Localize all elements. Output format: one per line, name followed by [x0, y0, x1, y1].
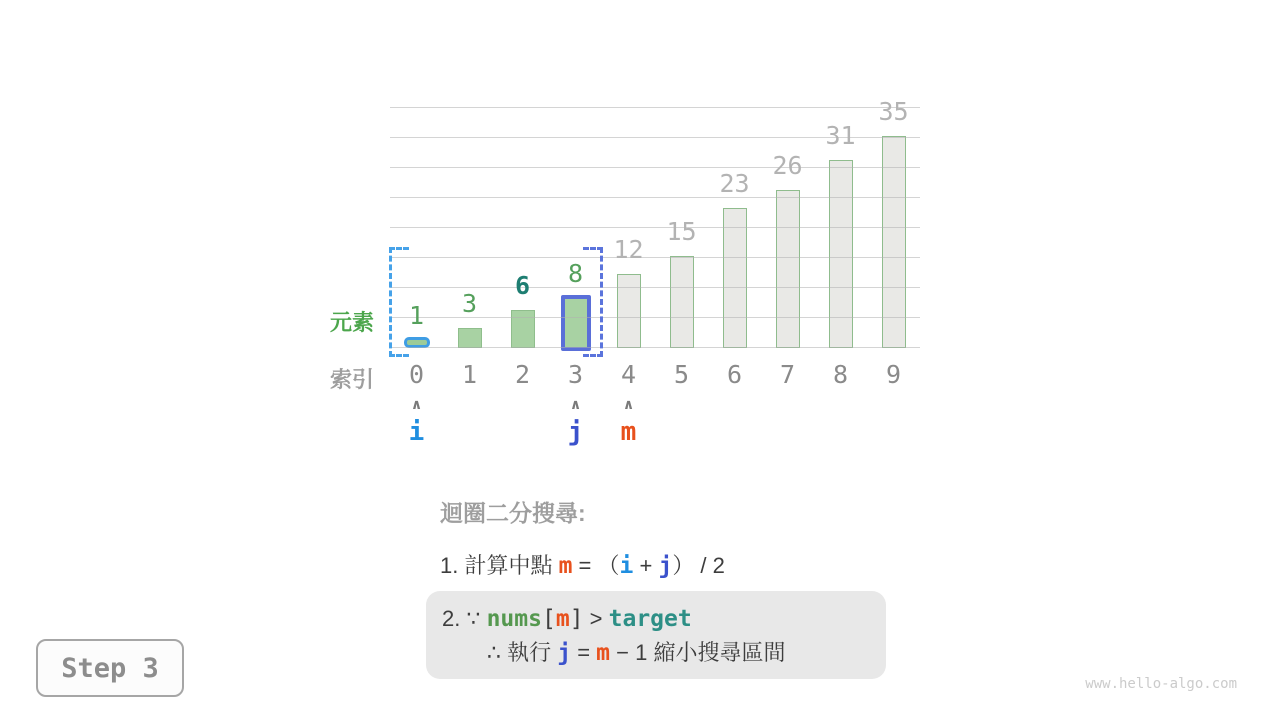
index-label: 6 — [726, 360, 743, 389]
index-label: 5 — [673, 360, 690, 389]
bar — [829, 160, 853, 348]
watermark: www.hello-algo.com — [1085, 676, 1237, 692]
bar-value-label: 26 — [772, 151, 803, 180]
search-range-bracket-left — [389, 247, 409, 357]
step1-text: 1. 計算中點 — [440, 553, 559, 578]
var-j: j — [658, 553, 673, 579]
step2-suffix: − 1 縮小搜尋區間 — [610, 640, 786, 665]
var-m: m — [555, 606, 570, 632]
var-m: m — [558, 553, 573, 579]
bar-value-label: 1 — [408, 301, 425, 330]
pointer-caret-i: ∧ — [410, 396, 423, 412]
bar-value-label: 3 — [461, 289, 478, 318]
gridline — [390, 107, 920, 108]
step1-close: ） / 2 — [672, 553, 725, 578]
gridline — [390, 287, 920, 288]
search-range-bracket-right — [583, 247, 603, 357]
pointer-label-i: i — [408, 417, 425, 447]
step2-condition-line — [442, 602, 886, 636]
bar — [617, 274, 641, 348]
bar-value-label: 35 — [878, 97, 909, 126]
step1-eq-open: = （ — [572, 553, 620, 578]
row-label-element: 元素 — [329, 310, 374, 335]
var-i: i — [619, 553, 634, 579]
pointer-caret-j: ∧ — [569, 396, 582, 412]
bar-value-label: 23 — [719, 169, 750, 198]
bar-value-label: 12 — [613, 235, 644, 264]
right-bracket: ] — [569, 606, 584, 632]
bar-value-label: 31 — [825, 121, 856, 150]
step2-action-line — [442, 636, 886, 670]
explanation-step1-line — [440, 549, 725, 580]
bar-value-label: 8 — [567, 259, 584, 288]
index-label: 8 — [832, 360, 849, 389]
gridline — [390, 347, 920, 348]
pointer-caret-m: ∧ — [622, 396, 635, 412]
left-bracket: [ — [541, 606, 556, 632]
bar — [458, 328, 482, 348]
step1-plus: + — [633, 553, 659, 578]
index-label: 7 — [779, 360, 796, 389]
gridline — [390, 167, 920, 168]
step2-therefore: ∴ 執行 — [487, 640, 558, 665]
nums-identifier: nums — [486, 606, 542, 632]
bar — [776, 190, 800, 348]
index-label: 0 — [408, 360, 425, 389]
pointer-label-j: j — [567, 417, 584, 447]
step2-because: 2. ∵ — [442, 606, 487, 631]
target-identifier: target — [608, 606, 692, 632]
bar-value-label: 15 — [666, 217, 697, 246]
explanation-step2-box — [426, 591, 886, 679]
index-label: 9 — [885, 360, 902, 389]
bar — [670, 256, 694, 348]
gridline — [390, 197, 920, 198]
var-m: m — [596, 640, 611, 666]
index-label: 1 — [461, 360, 478, 389]
bar — [723, 208, 747, 348]
pointer-label-m: m — [620, 417, 637, 447]
bar-value-label: 6 — [514, 271, 531, 300]
greater-than: > — [583, 606, 609, 631]
index-label: 2 — [514, 360, 531, 389]
step-badge: Step 3 — [36, 639, 184, 697]
index-label: 4 — [620, 360, 637, 389]
var-j: j — [557, 640, 572, 666]
bar — [511, 310, 535, 348]
explanation-title: 迴圈二分搜尋: — [440, 500, 586, 526]
row-label-index: 索引 — [329, 367, 374, 392]
index-label: 3 — [567, 360, 584, 389]
step2-eq: = — [571, 640, 597, 665]
